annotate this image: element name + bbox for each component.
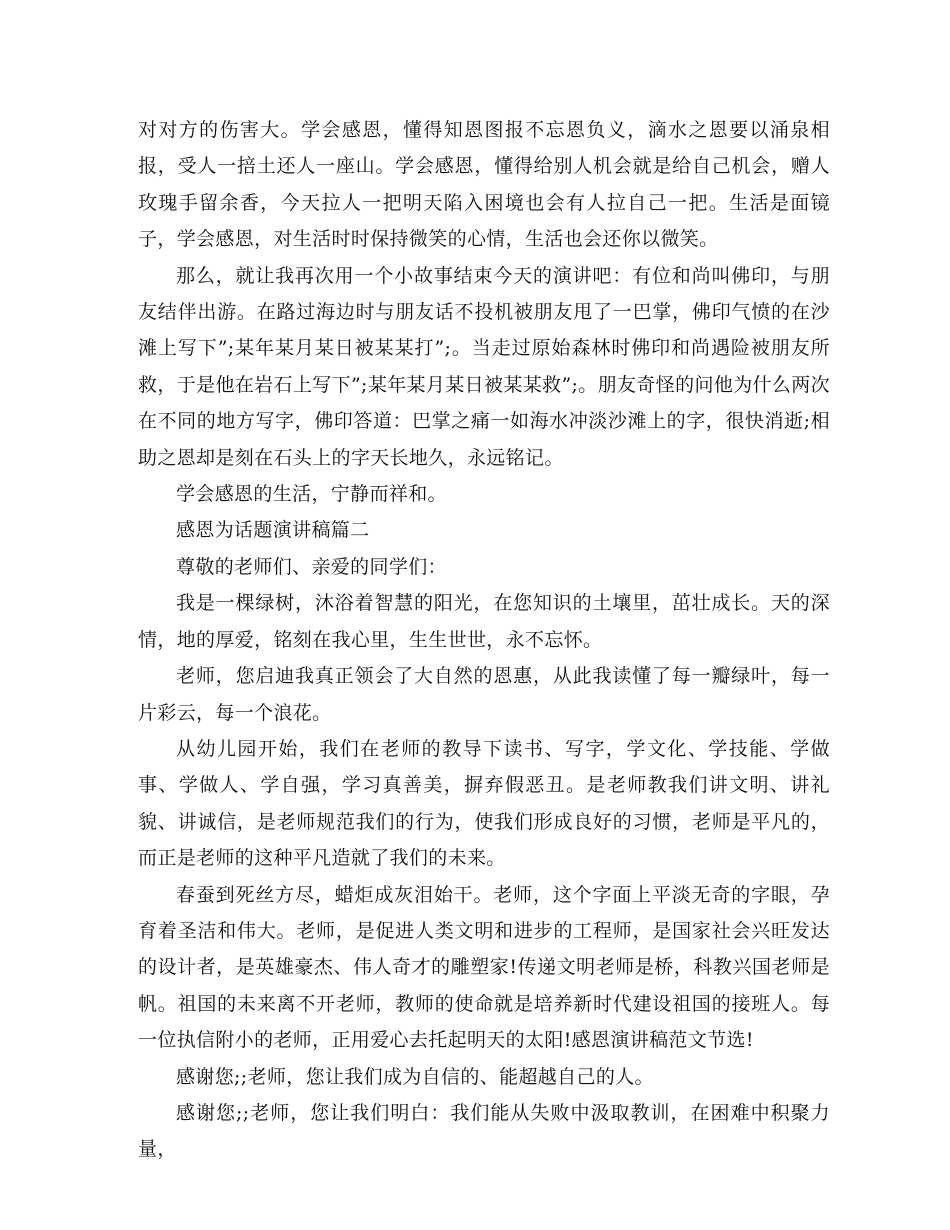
paragraph: 那么，就让我再次用一个小故事结束今天的演讲吧：有位和尚叫佛印，与朋友结伴出游。在路过海边时与朋友话不投机被朋友甩了一巴掌，佛印气愤的在沙滩上写下”;某年某月某日被某某打”;。当走过原始森林时佛印和尚遇险被朋友所救，于是他在岩石上写下”;某年某月某日被某某救”;。朋友奇怪的问他为什么两次在不同的地方写字，佛印答道：巴掌之痛一如海水冲淡沙滩上的字，很快消逝;相助之恩却是刻在石头上的字天长地久，永远铭记。 <box>138 264 830 469</box>
section-heading: 感恩为话题演讲稿篇二 <box>176 519 370 542</box>
paragraph: 从幼儿园开始，我们在老师的教导下读书、写字，学文化、学技能、学做事、学做人、学自强，学习真善美，摒弃假恶丑。是老师教我们讲文明、讲礼貌、讲诚信，是老师规范我们的行为，使我们形成良好的习惯，老师是平凡的，而正是老师的这种平凡造就了我们的未来。 <box>138 737 830 870</box>
paragraph: 春蚕到死丝方尽，蜡炬成灰泪始干。老师，这个字面上平淡无奇的字眼，孕育着圣洁和伟大。老师，是促进人类文明和进步的工程师，是国家社会兴旺发达的设计者，是英雄豪杰、伟人奇才的雕塑家!传递文明老师是桥，科教兴国老师是帆。祖国的未来离不开老师，教师的使命就是培养新时代建设祖国的接班人。每一位执信附小的老师，正用爱心去托起明天的太阳!感恩演讲稿范文节选! <box>138 883 830 1052</box>
paragraph: 感谢您;;老师，您让我们明白：我们能从失败中汲取教训，在困难中积聚力量， <box>138 1101 830 1161</box>
paragraph: 学会感恩的生活，宁静而祥和。 <box>176 483 447 506</box>
salutation: 尊敬的老师们、亲爱的同学们： <box>176 555 447 578</box>
paragraph: 老师，您启迪我真正领会了大自然的恩惠，从此我读懂了每一瓣绿叶，每一片彩云，每一个浪花。 <box>138 665 830 724</box>
paragraph: 对对方的伤害大。学会感恩，懂得知恩图报不忘恩负义，滴水之恩要以涌泉相报，受人一掊土还人一座山。学会感恩，懂得给别人机会就是给自己机会，赠人玫瑰手留余香，今天拉人一把明天陷入困境也会有人拉自己一把。生活是面镜子，学会感恩，对生活时时保持微笑的心情，生活也会还你以微笑。 <box>138 119 830 251</box>
paragraph: 感谢您;;老师，您让我们成为自信的、能超越自己的人。 <box>176 1065 654 1088</box>
paragraph: 我是一棵绿树，沐浴着智慧的阳光，在您知识的土壤里，茁壮成长。天的深情，地的厚爱，铭刻在我心里，生生世世，永不忘怀。 <box>138 592 830 651</box>
document-body <box>138 112 830 1168</box>
